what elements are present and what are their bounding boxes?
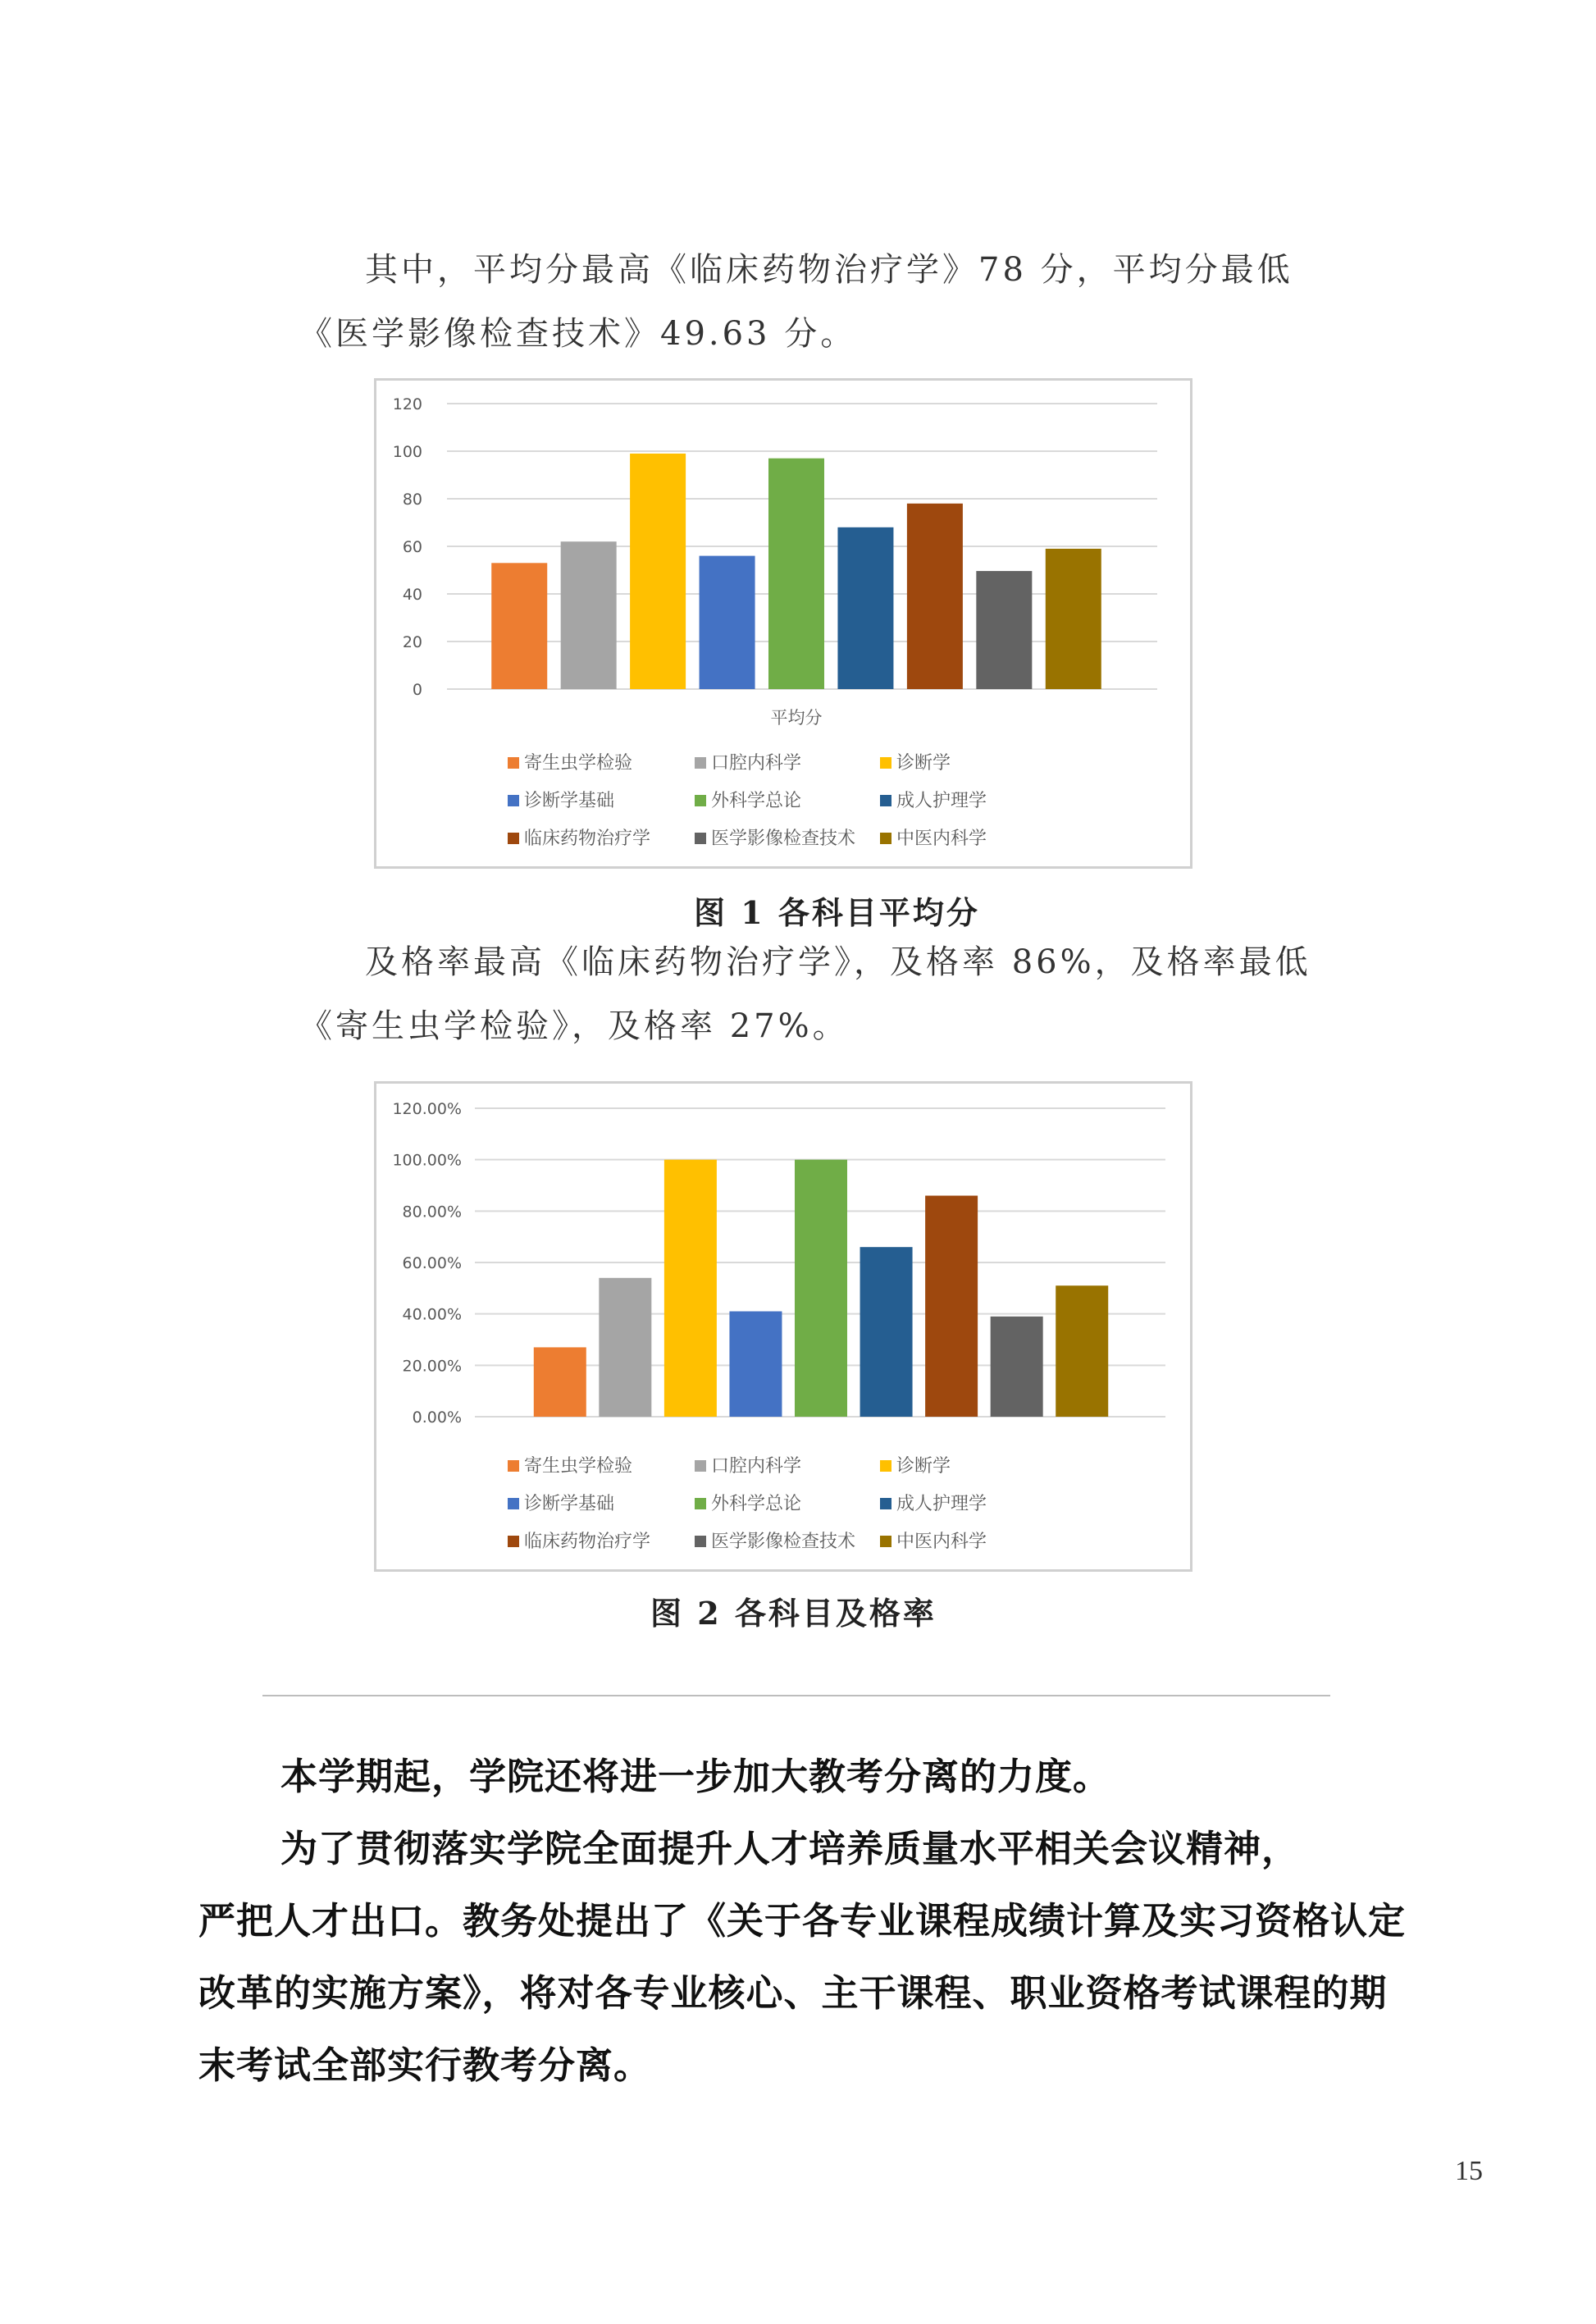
bar <box>768 459 824 689</box>
bar <box>991 1317 1043 1417</box>
bar <box>1056 1285 1108 1417</box>
intro-2-line-1: 及格率最高《临床药物治疗学》，及格率 86%，及格率最低 <box>365 943 1311 981</box>
legend-label: 寄生虫学检验 <box>524 1456 633 1477</box>
y-tick-label: 40.00% <box>402 1305 462 1324</box>
y-tick-label: 120 <box>392 395 422 413</box>
y-tick-label: 100 <box>392 443 422 461</box>
bar <box>795 1160 847 1417</box>
legend-swatch <box>508 1498 519 1509</box>
legend-label: 诊断学基础 <box>524 791 615 811</box>
y-tick-label: 120.00% <box>392 1100 462 1118</box>
body-paragraph-2 <box>198 1813 1412 2102</box>
y-tick-label: 0.00% <box>412 1409 462 1427</box>
intro-1-line-1: 其中，平均分最高《临床药物治疗学》78 分，平均分最低 <box>365 251 1293 289</box>
legend-swatch <box>508 1536 519 1547</box>
legend-label: 外科学总论 <box>711 791 802 811</box>
legend-label: 成人护理学 <box>896 1494 987 1514</box>
figure-2-caption: 图 2 各科目及格率 <box>650 1595 937 1632</box>
chart-average-score <box>374 378 1192 869</box>
legend-label: 医学影像检查技术 <box>711 829 856 849</box>
bar <box>1046 549 1101 689</box>
bar <box>729 1312 782 1417</box>
legend-swatch <box>880 1460 891 1472</box>
legend-swatch <box>508 757 519 769</box>
bar <box>664 1160 717 1417</box>
figure-1-caption: 图 1 各科目平均分 <box>694 894 980 931</box>
chart-pass-rate <box>374 1081 1192 1572</box>
legend-label: 寄生虫学检验 <box>524 753 633 774</box>
y-tick-label: 80.00% <box>402 1203 462 1221</box>
legend-swatch <box>695 757 706 769</box>
intro-1-line-2: 《医学影像检查技术》49.63 分。 <box>299 315 857 353</box>
x-axis-label: 平均分 <box>770 708 823 728</box>
legend-label: 医学影像检查技术 <box>711 1532 856 1552</box>
legend-label: 口腔内科学 <box>711 1456 802 1477</box>
bar <box>599 1278 651 1417</box>
body-paragraph-2-first-line: 为了贯彻落实学院全面提升人才培养质量水平相关会议精神， <box>280 1827 1300 1870</box>
legend-label: 诊断学 <box>896 753 951 774</box>
y-tick-label: 100.00% <box>392 1151 462 1170</box>
chart-1-svg <box>376 381 1190 866</box>
bar <box>837 527 893 689</box>
bar <box>907 504 963 689</box>
legend-label: 诊断学基础 <box>524 1494 615 1514</box>
legend-swatch <box>880 833 891 844</box>
legend-label: 诊断学 <box>896 1456 951 1477</box>
legend-swatch <box>880 795 891 806</box>
legend-swatch <box>695 1498 706 1509</box>
legend-swatch <box>508 795 519 806</box>
bar <box>700 556 755 689</box>
page-number: 15 <box>1455 2156 1483 2186</box>
bar <box>976 571 1032 689</box>
legend-swatch <box>508 1460 519 1472</box>
bar <box>925 1196 978 1417</box>
legend-swatch <box>508 833 519 844</box>
y-tick-label: 60.00% <box>402 1254 462 1272</box>
intro-2-line-2: 《寄生虫学检验》，及格率 27%。 <box>299 1007 849 1045</box>
y-tick-label: 80 <box>402 491 422 509</box>
body-paragraph-1-text: 本学期起，学院还将进一步加大教考分离的力度。 <box>280 1755 1111 1798</box>
legend-swatch <box>695 795 706 806</box>
legend-swatch <box>695 1460 706 1472</box>
legend-swatch <box>880 1536 891 1547</box>
y-tick-label: 0 <box>412 681 422 699</box>
y-tick-label: 60 <box>402 538 422 556</box>
y-tick-label: 40 <box>402 586 422 604</box>
section-divider <box>262 1695 1330 1696</box>
legend-label: 成人护理学 <box>896 791 987 811</box>
legend-swatch <box>880 757 891 769</box>
y-tick-label: 20.00% <box>402 1357 462 1376</box>
chart-2-svg <box>376 1084 1190 1569</box>
bar <box>561 541 617 689</box>
bar <box>491 563 547 689</box>
legend-label: 临床药物治疗学 <box>524 1532 651 1552</box>
intro-paragraph-1 <box>299 238 1316 366</box>
legend-swatch <box>880 1498 891 1509</box>
legend-label: 中医内科学 <box>896 1532 987 1552</box>
legend-label: 中医内科学 <box>896 829 987 849</box>
bar <box>630 454 686 689</box>
legend-label: 外科学总论 <box>711 1494 802 1514</box>
legend-swatch <box>695 833 706 844</box>
legend-label: 口腔内科学 <box>711 753 802 774</box>
legend-swatch <box>695 1536 706 1547</box>
legend-label: 临床药物治疗学 <box>524 829 651 849</box>
bar <box>860 1247 913 1417</box>
body-paragraph-2-rest: 严把人才出口。教务处提出了《关于各专业课程成绩计算及实习资格认定改革的实施方案》，将对各专业核心、主干课程、职业资格考试课程的期末考试全部实行教考分离。 <box>198 1899 1407 2087</box>
body-paragraph-1 <box>198 1741 1412 1813</box>
intro-paragraph-2 <box>299 930 1316 1058</box>
bar <box>534 1347 586 1417</box>
y-tick-label: 20 <box>402 633 422 651</box>
